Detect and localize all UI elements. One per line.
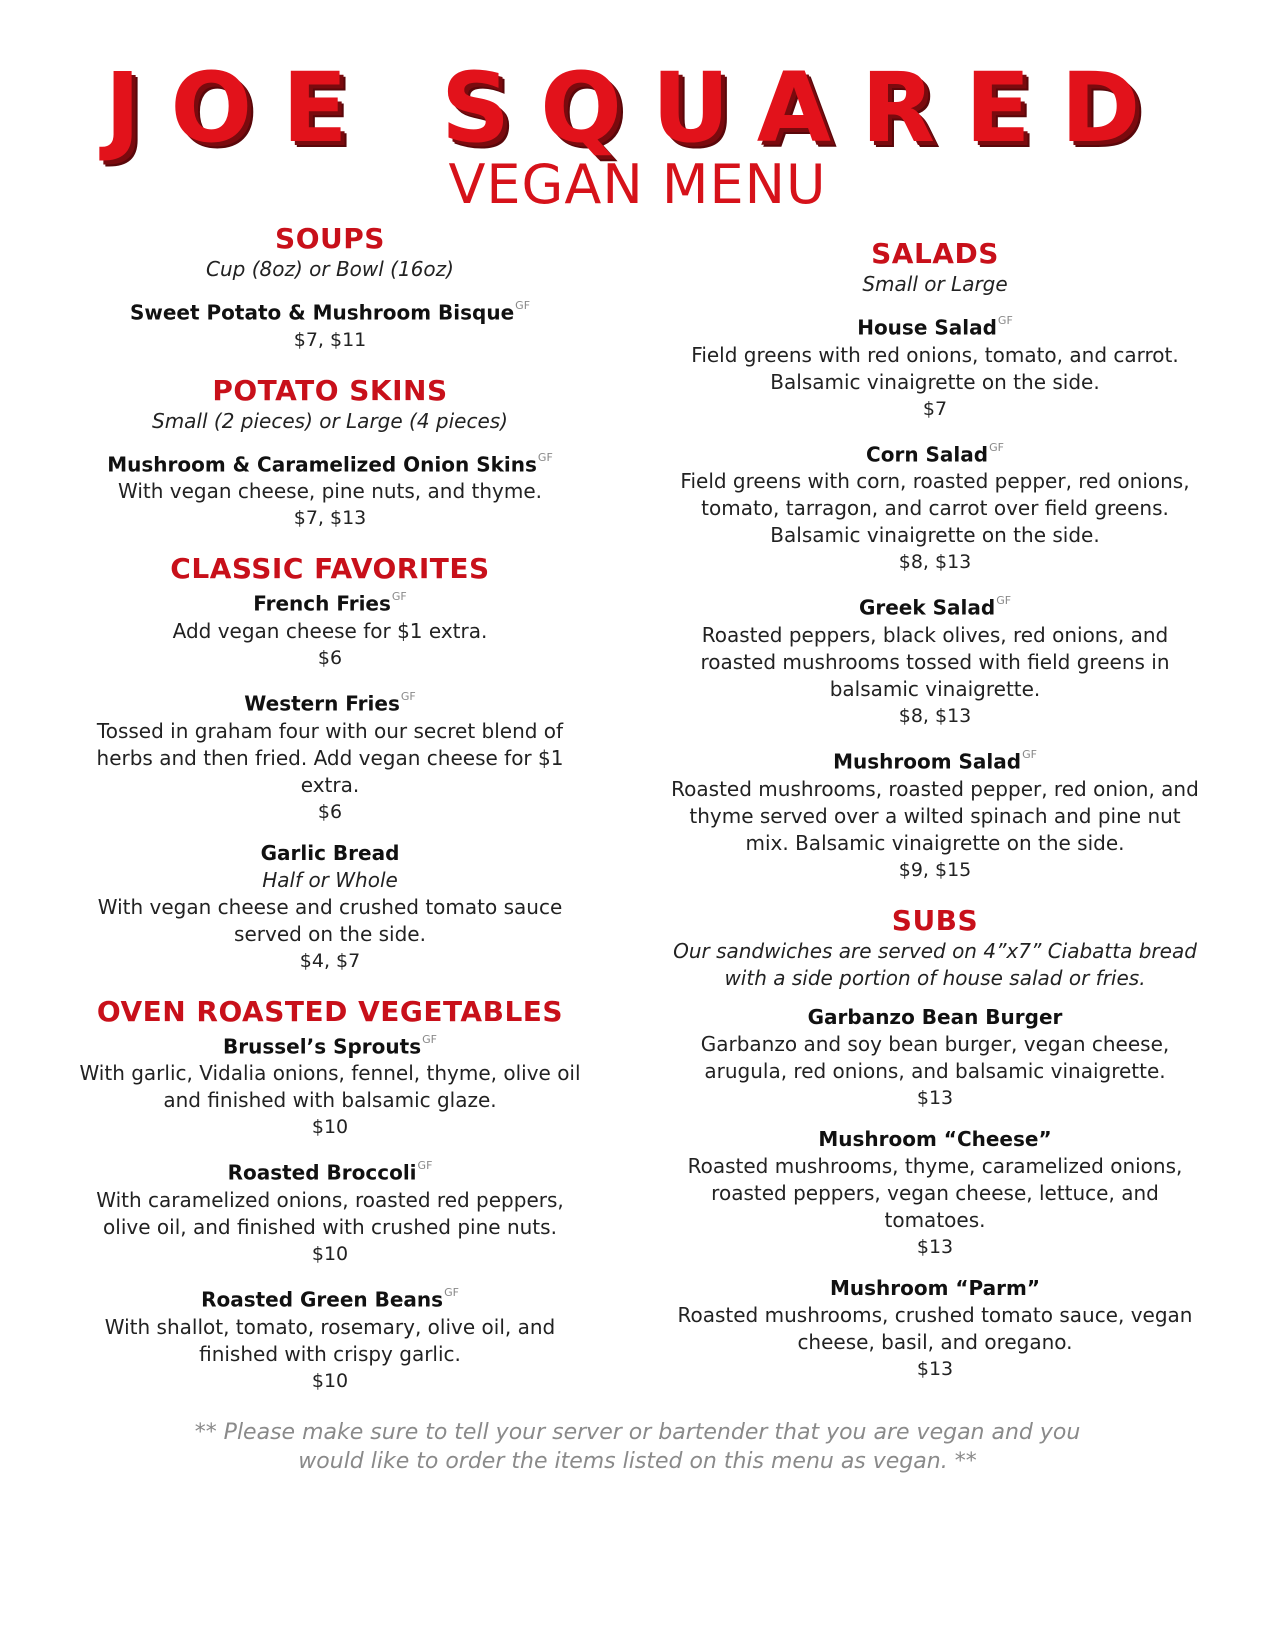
item-price: $7 — [922, 397, 948, 420]
item-description: With shallot, tomato, rosemary, olive oil, and finished with crispy garlic. — [104, 1314, 556, 1366]
item-price: $7, $11 — [293, 328, 367, 351]
section-subtitle: Small (2 pieces) or Large (4 pieces) — [152, 408, 508, 433]
item-description: Tossed in graham four with our secret blend of herbs and then fried. Add vegan cheese for $1 extra. — [96, 718, 564, 797]
menu-section-classic-favorites — [70, 552, 590, 974]
item-name-row — [670, 1126, 1200, 1153]
menu-item — [70, 1029, 590, 1142]
item-note: Half or Whole — [262, 867, 398, 892]
item-name-row — [70, 840, 590, 867]
item-description: Roasted mushrooms, crushed tomato sauce, vegan cheese, basil, and oregano. — [677, 1302, 1193, 1354]
section-subtitle: Cup (8oz) or Bowl (16oz) — [206, 257, 454, 281]
item-name: Mushroom Salad — [833, 749, 1022, 774]
item-name: Garbanzo Bean Burger — [807, 1004, 1063, 1029]
item-name: Corn Salad — [866, 442, 989, 467]
item-name: Mushroom “Cheese” — [818, 1126, 1052, 1151]
item-price: $13 — [916, 1086, 954, 1109]
menu-item — [670, 1004, 1200, 1112]
section-title: OVEN ROASTED VEGETABLES — [96, 994, 564, 1028]
menu-title: VEGAN MENU — [448, 153, 827, 216]
item-name: Mushroom & Caramelized Onion Skins — [107, 452, 537, 477]
gluten-free-badge: GF — [417, 1159, 433, 1173]
item-name: Sweet Potato & Mushroom Bisque — [129, 300, 515, 325]
item-price: $7, $13 — [293, 507, 367, 530]
item-name: Western Fries — [244, 691, 400, 716]
menu-item — [670, 310, 1200, 423]
item-name: House Salad — [857, 315, 997, 340]
item-name-row — [670, 437, 1200, 469]
item-price: $10 — [311, 1369, 349, 1392]
gluten-free-badge: GF — [444, 1285, 459, 1299]
item-name: French Fries — [253, 591, 391, 616]
item-name-row — [670, 1004, 1200, 1031]
vegan-order-footnote: ** Please make sure to tell your server or bartender that you are vegan and you would like to order the items listed on this menu as vegan. ** — [194, 1420, 1081, 1474]
gluten-free-badge: GF — [537, 450, 553, 464]
item-name: Brussel’s Sprouts — [223, 1034, 422, 1059]
item-name: Garlic Bread — [260, 840, 400, 865]
menu-item — [670, 437, 1200, 577]
section-title: CLASSIC FAVORITES — [170, 552, 490, 586]
item-name-row — [70, 686, 590, 718]
menu-item — [70, 1155, 590, 1268]
item-name-row — [670, 1275, 1200, 1302]
restaurant-logo: JOE SQUARED — [104, 52, 1171, 164]
menu-section-oven-roasted-vegetables — [70, 995, 590, 1395]
gluten-free-badge: GF — [391, 590, 407, 604]
menu-item — [70, 1282, 590, 1395]
section-title: POTATO SKINS — [212, 373, 448, 407]
item-description: Roasted peppers, black olives, red onions, and roasted mushrooms tossed with field greens in balsamic vinaigrette. — [700, 622, 1170, 701]
item-price: $10 — [311, 1116, 349, 1139]
gluten-free-badge: GF — [422, 1032, 437, 1046]
item-name-row — [70, 586, 590, 618]
item-price: $6 — [317, 800, 343, 823]
item-price: $13 — [916, 1235, 954, 1258]
menu-item — [670, 590, 1200, 730]
item-description: With vegan cheese and crushed tomato sauce served on the side. — [97, 894, 563, 946]
left-column — [70, 222, 590, 1415]
item-description: With garlic, Vidalia onions, fennel, thyme, olive oil and finished with balsamic glaze. — [79, 1061, 581, 1113]
gluten-free-badge: GF — [400, 689, 416, 703]
item-name: Roasted Broccoli — [227, 1160, 417, 1185]
gluten-free-badge: GF — [1022, 747, 1037, 761]
item-name-row — [70, 1282, 590, 1314]
menu-item — [70, 447, 590, 533]
item-description: With caramelized onions, roasted red peppers, olive oil, and finished with crushed pine nuts. — [96, 1187, 564, 1239]
section-title: SALADS — [871, 237, 999, 270]
item-name-row — [670, 744, 1200, 776]
item-price: $8, $13 — [898, 551, 972, 574]
item-description: Garbanzo and soy bean burger, vegan cheese, arugula, red onions, and balsamic vinaigrette. — [700, 1031, 1170, 1083]
item-name: Mushroom “Parm” — [829, 1275, 1041, 1300]
menu-item — [70, 686, 590, 826]
item-price: $8, $13 — [898, 704, 972, 727]
item-price: $13 — [916, 1357, 954, 1380]
gluten-free-badge: GF — [515, 299, 531, 312]
section-title: SOUPS — [275, 222, 385, 255]
menu-section-subs — [670, 904, 1200, 1383]
item-description: Roasted mushrooms, roasted pepper, red onion, and thyme served over a wilted spinach and pine nut mix. Balsamic vinaigrette on the side. — [671, 776, 1199, 855]
item-name-row — [70, 1155, 590, 1187]
item-description: Field greens with red onions, tomato, and carrot. Balsamic vinaigrette on the side. — [691, 342, 1179, 394]
item-name-row — [70, 295, 590, 327]
item-name-row — [70, 447, 590, 479]
item-description: Roasted mushrooms, thyme, caramelized onions, roasted peppers, vegan cheese, lettuce, and tomatoes. — [687, 1153, 1183, 1232]
item-name-row — [670, 310, 1200, 342]
item-price: $4, $7 — [299, 949, 361, 972]
right-column — [670, 237, 1200, 1403]
menu-item — [670, 744, 1200, 884]
item-name: Roasted Green Beans — [201, 1287, 444, 1312]
item-price: $9, $15 — [898, 858, 972, 881]
item-description: Add vegan cheese for $1 extra. — [172, 618, 488, 643]
menu-item — [70, 840, 590, 975]
menu-section-salads — [670, 237, 1200, 884]
item-price: $10 — [311, 1242, 349, 1265]
item-name-row — [70, 1029, 590, 1061]
item-price: $6 — [317, 646, 343, 669]
menu-item — [670, 1275, 1200, 1383]
menu-item — [70, 295, 590, 354]
item-name-row — [670, 590, 1200, 622]
menu-section-soups — [70, 222, 590, 354]
item-description: Field greens with corn, roasted pepper, red onions, tomato, tarragon, and carrot over field greens. Balsamic vinaigrette on the side. — [680, 469, 1190, 548]
section-subtitle: Small or Large — [862, 272, 1008, 296]
gluten-free-badge: GF — [997, 314, 1013, 327]
menu-item — [670, 1126, 1200, 1261]
menu-item — [70, 586, 590, 672]
item-name: Greek Salad — [858, 595, 996, 620]
menu-section-potato-skins — [70, 374, 590, 533]
gluten-free-badge: GF — [989, 440, 1004, 454]
section-subtitle: Our sandwiches are served on 4”x7” Ciabatta bread with a side portion of house salad or fries. — [673, 938, 1197, 990]
section-title: SUBS — [891, 903, 979, 937]
gluten-free-badge: GF — [996, 594, 1012, 608]
item-description: With vegan cheese, pine nuts, and thyme. — [117, 479, 542, 504]
